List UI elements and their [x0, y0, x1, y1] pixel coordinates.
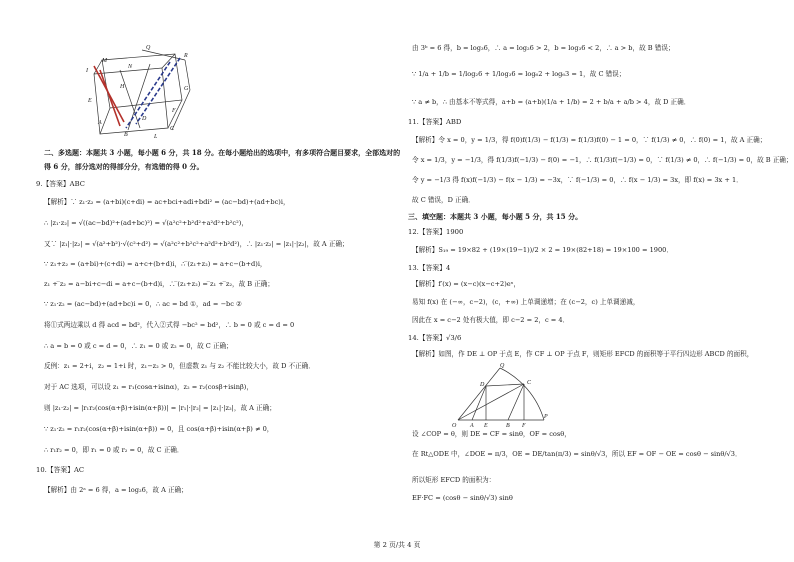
answer-line: 12.【答案】1900	[408, 228, 464, 236]
sector-label: F	[522, 423, 526, 428]
sector-label: A	[470, 423, 474, 428]
sector-label: Q	[500, 363, 505, 369]
sector-label: O	[452, 423, 457, 428]
text-line: 【解析】令 x = 0，y = 1/3，得 f(0)f(1/3) − f(1/3) = f(1/3)f(0) − 1 = 0，∵ f(1/3) ≠ 0，∴ f(0) = 1，故 A 正确；	[412, 136, 767, 144]
answer-line: 13.【答案】4	[408, 264, 451, 272]
text-line: 【解析】由 2ᵃ = 6 得，a = log₂6，故 A 正确；	[44, 486, 188, 494]
cube-label: C	[170, 126, 175, 132]
text-line: ̅z₁ + ̅z₂ = a−bi+c−di = a+c−(b+d)i，∴ ̅(z₁+z₂) = ̅z₁ + ̅z₂，故 B 正确；	[44, 280, 274, 288]
cube-label: I	[86, 68, 88, 74]
answer-line: 10.【答案】AC	[36, 466, 85, 474]
section-heading: 三、填空题：本题共 3 小题，每小题 5 分，共 15 分。	[408, 212, 583, 221]
cube-label: L	[154, 134, 158, 140]
cube-label: E	[88, 98, 92, 104]
text-line: 因此在 x = c−2 处有极大值，即 c−2 = 2，c = 4．	[412, 316, 570, 324]
sector-figure	[452, 362, 552, 428]
text-line: 将①式两边乘以 d 得 acd = bd²，代入②式得 −bc² = bd²，∴ b = 0 或 c = d = 0	[44, 321, 295, 329]
text-line: 【解析】f′(x) = (x−c)(x−c+2)eˣ，	[412, 280, 521, 288]
sector-label: E	[484, 423, 488, 428]
section-heading: 二、多选题：本题共 3 小题，每小题 6 分，共 18 分。在每小题给出的选项中，有多项符合题目要求，全部选对的	[44, 148, 401, 157]
text-line: 易知 f(x) 在 (−∞，c−2)，(c，+∞) 上单调递增；在 (c−2，c) 上单调递减，	[412, 298, 640, 306]
cube-label: R	[184, 53, 188, 59]
text-line: EF·FC = (cosθ − sinθ/√3) sinθ	[412, 494, 513, 502]
page-footer: 第 2 页/共 4 页	[373, 541, 421, 549]
sector-label: C	[527, 380, 532, 386]
cube-figure	[80, 40, 210, 140]
text-line: 令 x = 1/3，y = −1/3，得 f(1/3)f(−1/3) − f(0) = −1，∴ f(1/3)f(−1/3) = 0，∵ f(1/3) ≠ 0，∴ f(−1/3) = 0，故 B 正确；	[412, 156, 793, 164]
cube-label: A	[98, 120, 102, 126]
text-line: ∵ z₁·z₂ = r₁r₂(cos(α+β)+isin(α+β)) = 0，且 cos(α+β)+isin(α+β) ≠ 0，	[44, 425, 274, 433]
sector-label: P	[544, 414, 548, 420]
text-line: 又∵ |z₁|·|z₂| = √(a²+b²)·√(c²+d²) = √(a²c²+b²c²+a²d²+b²d²)，∴ |z₁·z₂| = |z₁|·|z₂|，故 A 正确；	[44, 240, 349, 248]
sector-label: D	[480, 382, 485, 388]
text-line: ∵ a ≠ b，∴ 由基本不等式得，a+b = (a+b)(1/a + 1/b) = 2 + b/a + a/b > 4，故 D 正确．	[412, 98, 691, 106]
text-line: ∴ |z₁·z₂| = √((ac−bd)²+(ad+bc)²) = √(a²c²+b²d²+a²d²+b²c²)，	[44, 219, 248, 227]
cube-label: G	[184, 86, 189, 92]
sector-label: B	[506, 423, 510, 428]
text-line: 由 3ᵇ = 6 得，b = log₃6，∴ a = log₂6 > 2，b = log₃6 < 2，∴ a > b，故 B 错误；	[412, 44, 675, 52]
text-line: ∵ 1/a + 1/b = 1/log₂6 + 1/log₃6 = log₆2 + log₆3 = 1，故 C 错误；	[412, 70, 626, 78]
answer-line: 9.【答案】ABC	[36, 180, 85, 188]
text-line: 【解析】S₁₉ = 19×82 + (19×(19−1))/2 × 2 = 19×(82+18) = 19×100 = 1900．	[412, 246, 673, 254]
text-line: 令 y = −1/3 得 f(x)f(−1/3) − f(x − 1/3) = −3x，∵ f(−1/3) = 0，∴ f(x − 1/3) = 3x，即 f(x) = 3x + 1．	[412, 176, 743, 184]
cube-label: H	[120, 84, 125, 90]
cube-label: Q	[146, 45, 151, 51]
text-line: ∴ r₁r₂ = 0，即 r₁ = 0 或 r₂ = 0，故 C 正确．	[44, 446, 184, 454]
answer-line: 14.【答案】√3/6	[408, 334, 462, 342]
text-line: 在 Rt△ODE 中，∠DOE = π/3，OE = DE/tan(π/3) = sinθ/√3，所以 EF = OF − OE = cosθ − sinθ/√3．	[412, 450, 742, 458]
text-line: ∵ z₁+z₂ = (a+bi)+(c+di) = a+c+(b+d)i，∴ ̅(z₁+z₂) = a+c−(b+d)i，	[44, 260, 267, 268]
text-line: 【解析】如图，作 DE ⊥ OP 于点 E，作 CF ⊥ OP 于点 F，则矩形 EFCD 的面积等于平行四边形 ABCD 的面积，	[412, 350, 754, 358]
cube-label: N	[128, 64, 133, 70]
cube-label: B	[124, 132, 128, 138]
text-line: 故 C 错误，D 正确．	[412, 196, 475, 204]
answer-line: 11.【答案】ABD	[408, 118, 462, 126]
cube-label: F	[172, 108, 176, 114]
text-line: ∵ z₁·z₂ = (ac−bd)+(ad+bc)i = 0，∴ ac = bd ①，ad = −bc ②	[44, 300, 242, 308]
text-line: 【解析】∵ z₁·z₂ = (a+bi)(c+di) = ac+bci+adi+bdi² = (ac−bd)+(ad+bc)i，	[44, 198, 290, 206]
text-line: 反例：z₁ = 2+i，z₂ = 1+i 时，z₁−z₂ > 0，但虚数 z₁ 与 z₂ 不能比较大小，故 D 不正确．	[44, 362, 315, 370]
section-heading: 得 6 分，部分选对的得部分分，有选错的得 0 分。	[44, 162, 204, 171]
cube-label: M	[102, 58, 107, 64]
text-line: 所以矩形 EFCD 的面积为：	[412, 476, 496, 484]
text-line: 设 ∠COP = θ，则 DE = CF = sinθ，OF = cosθ，	[412, 430, 571, 438]
text-line: 则 |z₁·z₂| = |r₁r₂(cos(α+β)+isin(α+β))| = |r₁|·|r₂| = |z₁|·|z₂|，故 A 正确；	[44, 404, 276, 412]
cube-label: D	[142, 116, 147, 122]
text-line: 对于 AC 选项，可以设 z₁ = r₁(cosα+isinα)，z₂ = r₂(cosβ+isinβ)，	[44, 383, 253, 391]
text-line: ∴ a = b = 0 或 c = d = 0，∴ z₁ = 0 或 z₂ = 0，故 C 正确；	[44, 342, 233, 350]
